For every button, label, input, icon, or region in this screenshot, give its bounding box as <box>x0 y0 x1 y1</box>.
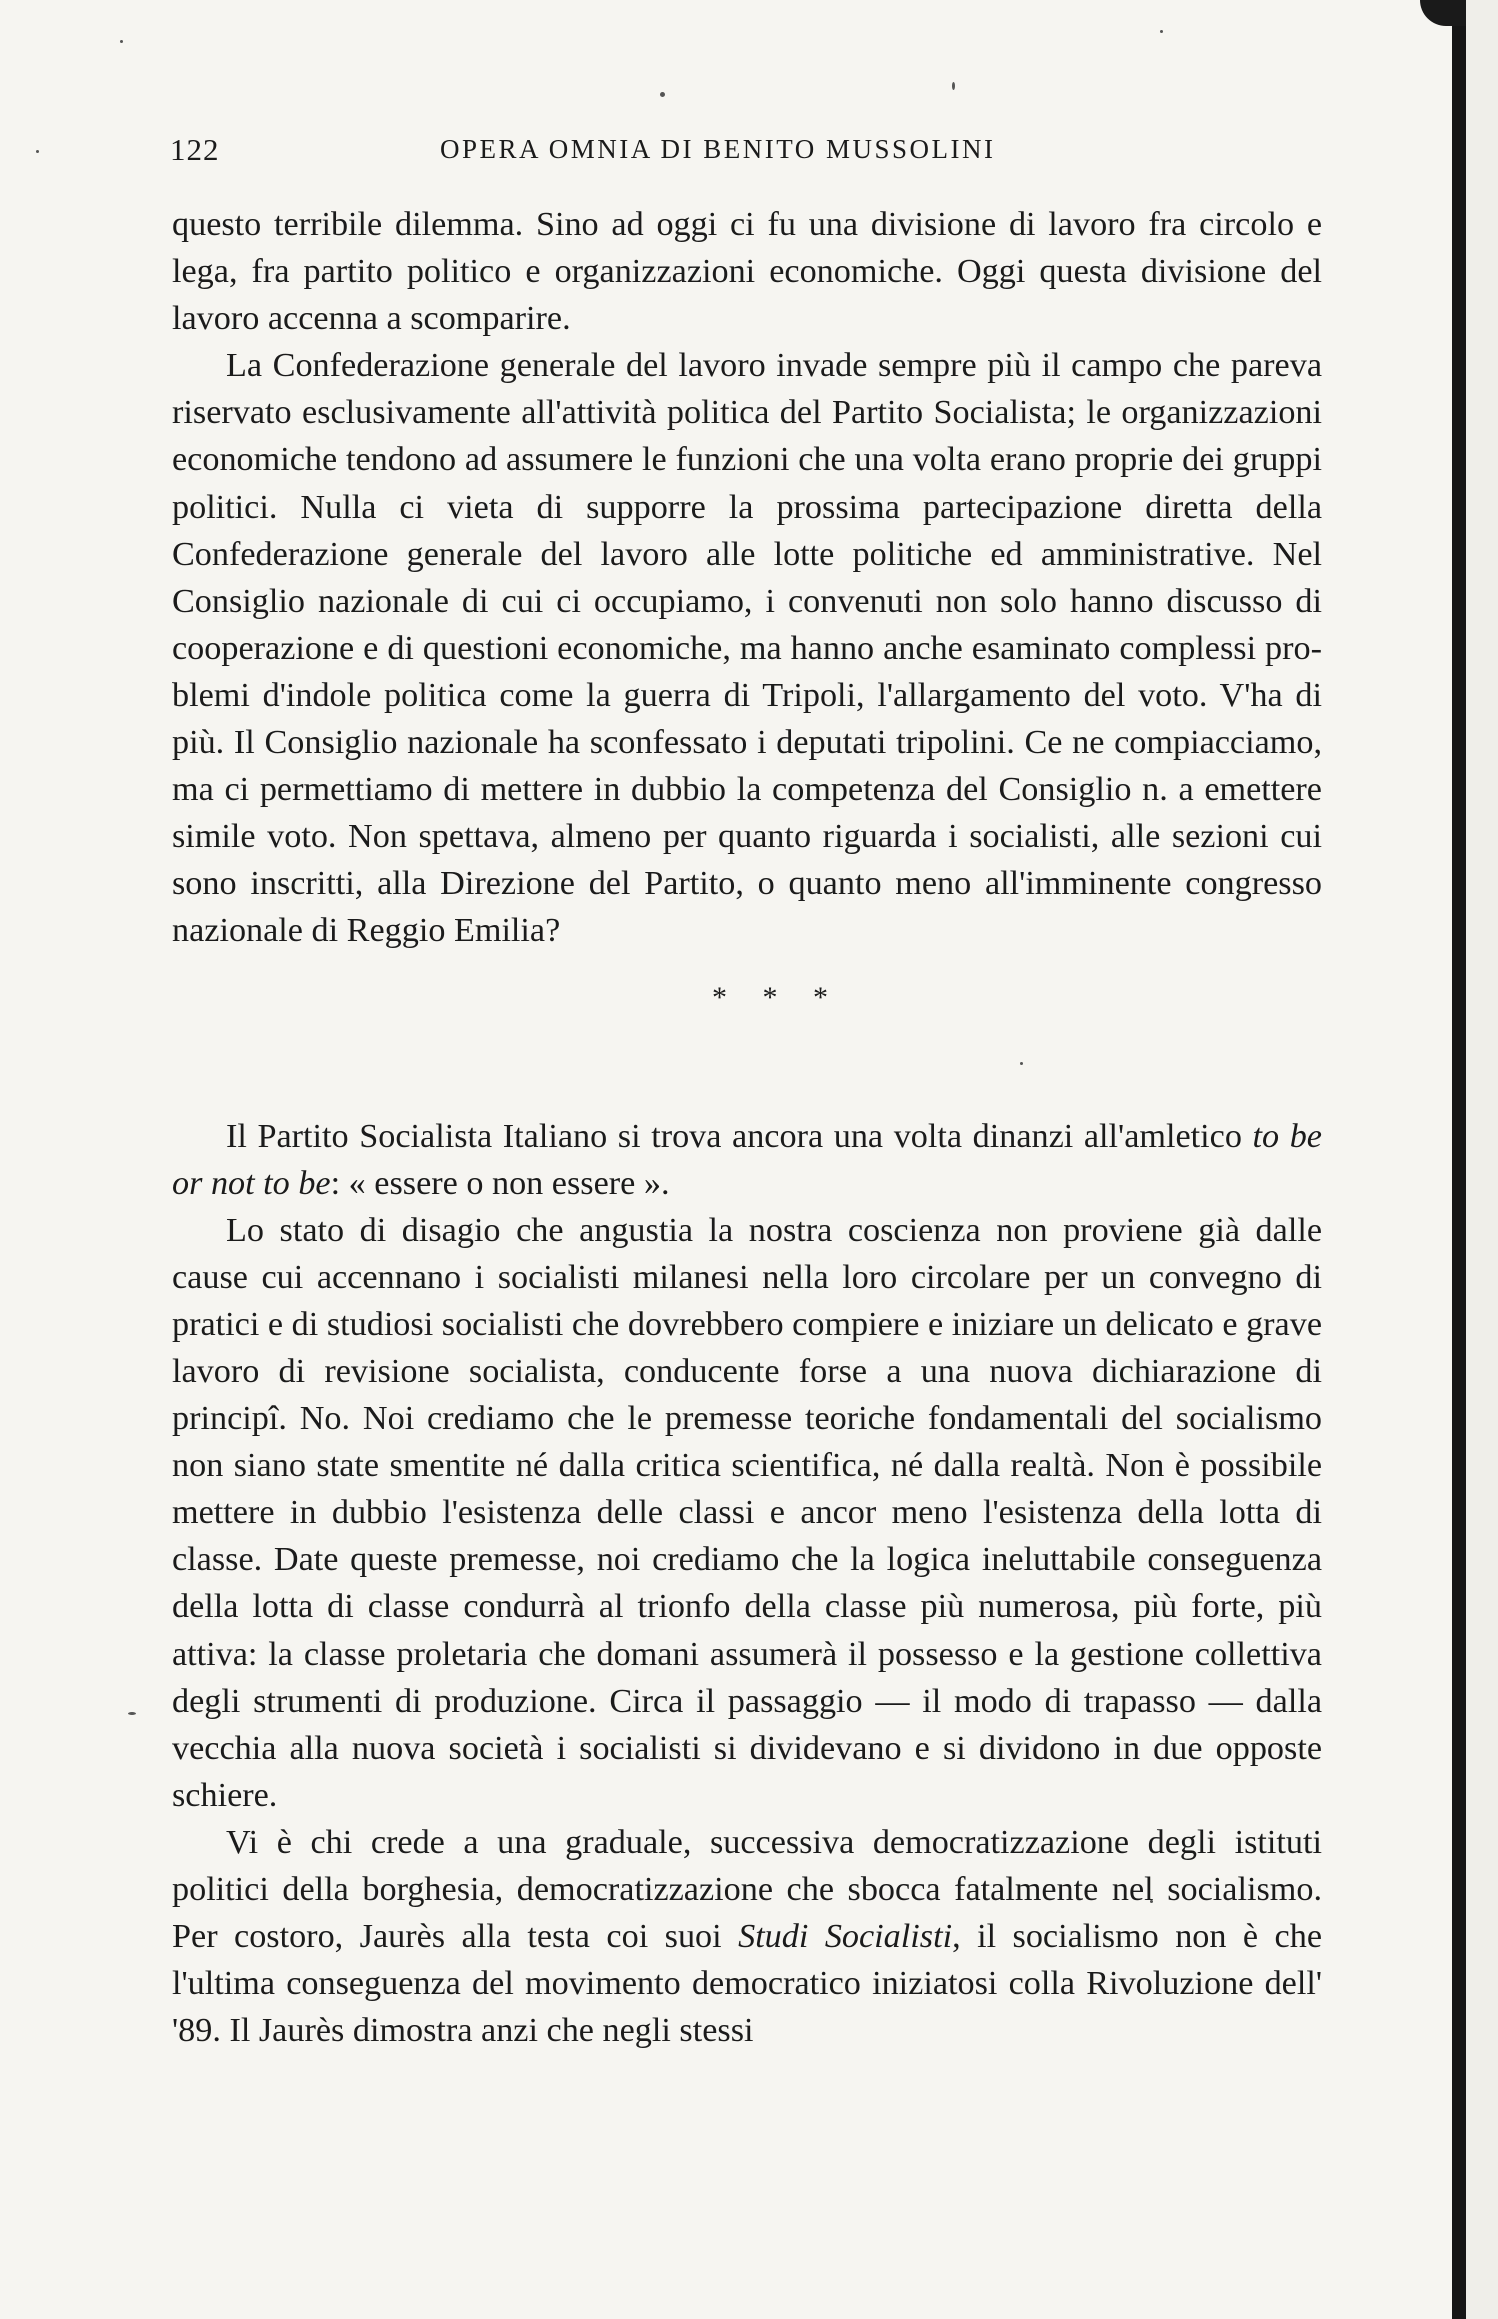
running-title: OPERA OMNIA DI BENITO MUSSOLINI <box>440 134 996 164</box>
paragraph <box>172 1819 1322 2054</box>
scan-speck <box>128 1712 136 1715</box>
scan-speck <box>1160 30 1163 33</box>
scan-speck <box>952 82 955 90</box>
scan-speck <box>660 92 665 97</box>
section-two <box>172 1113 1322 2055</box>
paragraph-text: Vi è chi crede a una graduale, successiva democratizzazione degli istituti politici della borghesia, democratizzazione che sbocca fatalmente nel socialismo. Per costoro, Jaurès alla testa coi suoi <box>172 1823 1322 1956</box>
paragraph: La Confederazione generale del lavoro invade sempre più il campo che pareva riservato esclusivamente all'attività politica del Partito Socialista; le organizzazioni economiche tendono ad assumere le funzioni che una volta erano proprie dei gruppi politici. Nulla ci vieta di supporre la prossima partecipazione diretta della Confederazione generale del lavoro alle lotte politiche ed amministrative. Nel Consiglio nazionale di cui ci occupiamo, i convenuti non solo hanno discusso di cooperazione e di questioni economiche, ma hanno anche esaminato complessi problemi d'indole politica come la guerra di Tripoli, l'allargamento del voto. V'ha di più. Il Consiglio nazionale ha sconfessato i deputati tripolini. Ce ne compiacciamo, ma ci permettiamo di mettere in dubbio la competenza del Consiglio n. a emettere simile voto. Non spettava, almeno per quanto riguarda i socialisti, alle sezioni cui sono inscritti, alla Direzione del Partito, o quanto meno all'imminente congresso nazionale di Reggio Emilia? <box>172 347 1322 950</box>
italic-phrase: to be or not to be <box>172 1117 1322 1202</box>
page-number: 122 <box>170 132 220 167</box>
page-header <box>170 132 1328 178</box>
scan-speck <box>120 40 123 43</box>
section-divider: * * * <box>712 980 842 1014</box>
paragraph <box>172 1113 1322 1207</box>
page-edge-shadow <box>1452 0 1466 2319</box>
italic-title: Studi Socialisti <box>738 1918 953 1956</box>
page-edge-corner <box>1420 0 1466 26</box>
paragraph-text: , il socialismo non è che l'ultima conseguenza del movimento democratico iniziatosi colla Rivoluzione dell' '89. Il Jaurès dimostra anzi che negli stessi <box>172 1918 1322 2050</box>
body-text <box>172 201 1322 2054</box>
paragraph: questo terribile dilemma. Sino ad oggi ci fu una divisione di lavoro fra circolo e lega, fra partito politico e organizzazioni economiche. Oggi questa divisione del lavoro accenna a scomparire. <box>172 206 1322 338</box>
paragraph-text: : « essere o non essere ». <box>330 1164 670 1202</box>
scan-margin <box>1466 0 1498 2319</box>
paragraph-text: Il Partito Socialista Italiano si trova ancora una volta dinanzi all'amletico <box>226 1117 1253 1155</box>
scan-speck <box>36 150 39 153</box>
paragraph: Lo stato di disagio che angustia la nostra coscienza non proviene già dalle cause cui accennano i socialisti milanesi nella loro circolare per un convegno di pratici e di studiosi socialisti che dovrebbero compiere e iniziare un delicato e grave lavoro di revisione socialista, conducente forse a una nuova dichiarazione di principî. No. Noi crediamo che le premesse teoriche fondamentali del socialismo non siano state smentite né dalla critica scientifica, né dalla realtà. Non è possibile mettere in dubbio l'esistenza delle classi e ancor meno l'esistenza della lotta di classe. Date queste premesse, noi crediamo che la logica ineluttabile conseguenza della lotta di classe condurrà al trionfo della classe più numerosa, più forte, più attiva: la classe proletaria che domani assumerà il possesso e la gestione collettiva degli strumenti di produzione. Circa il passaggio — il modo di trapasso — dalla vecchia alla nuova società i socialisti si dividevano e si dividono in due opposte schiere. <box>172 1211 1322 1814</box>
